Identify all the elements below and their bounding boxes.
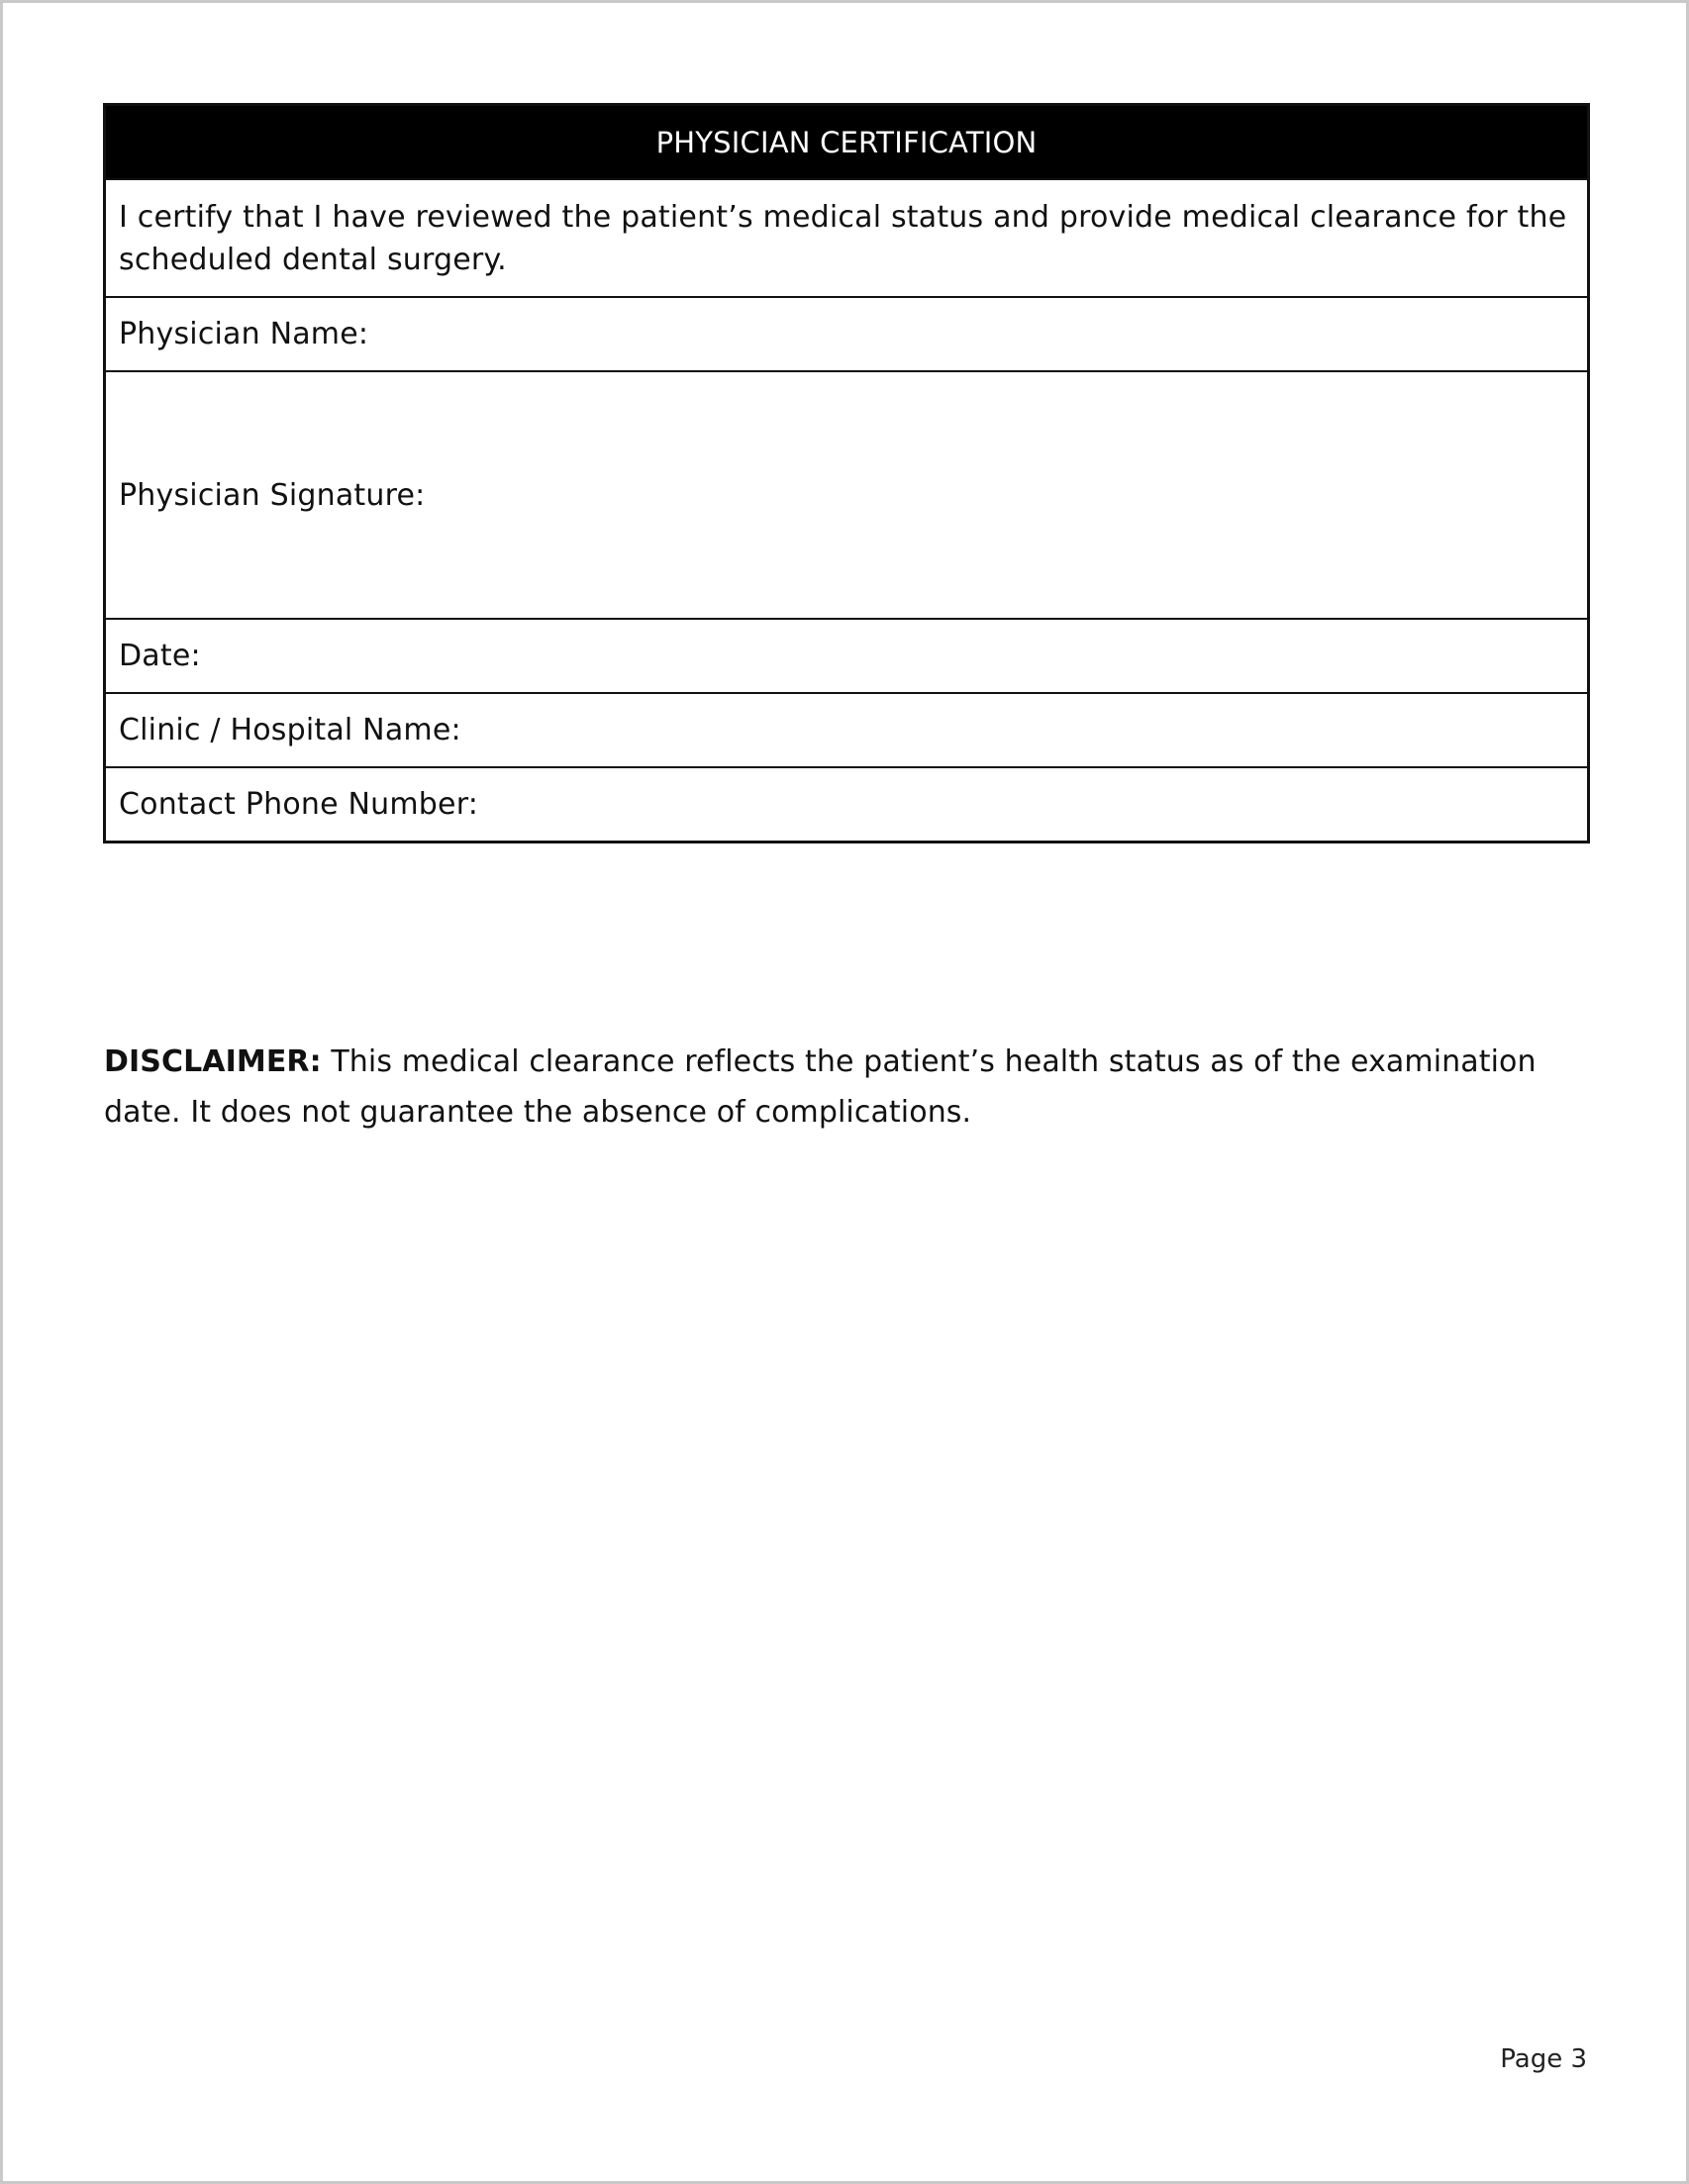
certification-header (106, 106, 1587, 178)
date-field[interactable] (106, 618, 1587, 692)
certification-statement: I certify that I have reviewed the patient’s medical status and provide medical clearance for the scheduled dental surgery. (119, 199, 1567, 277)
contact-phone-number-field[interactable] (106, 766, 1587, 841)
date-label: Date: (119, 639, 201, 673)
contact-phone-number-label: Contact Phone Number: (119, 787, 479, 822)
page-number: Page 3 (1500, 2044, 1587, 2074)
disclaimer-text: This medical clearance reflects the patient’s health status as of the examination date. It does not guarantee the absence of complications. (104, 1044, 1537, 1130)
clinic-hospital-name-label: Clinic / Hospital Name: (119, 713, 461, 747)
physician-name-label: Physician Name: (119, 317, 369, 351)
certification-header-title: PHYSICIAN CERTIFICATION (655, 125, 1038, 159)
physician-name-field[interactable] (106, 296, 1587, 370)
physician-certification-table (103, 103, 1590, 844)
clinic-hospital-name-field[interactable] (106, 692, 1587, 766)
physician-signature-label: Physician Signature: (119, 477, 426, 513)
certification-statement-row (106, 178, 1587, 296)
physician-signature-field[interactable] (106, 370, 1587, 618)
disclaimer-lead: DISCLAIMER: (104, 1044, 322, 1079)
disclaimer-paragraph (104, 1037, 1599, 1138)
